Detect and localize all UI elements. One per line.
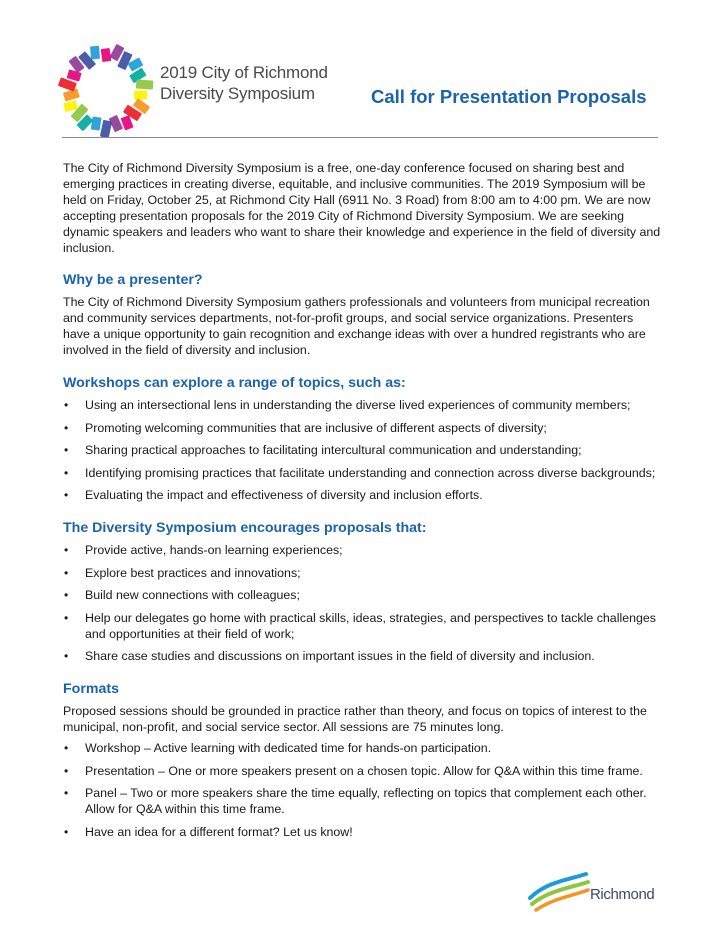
logo-line-1: 2019 City of Richmond xyxy=(160,63,328,82)
page-header xyxy=(0,0,720,140)
why-paragraph: The City of Richmond Diversity Symposium gathers professionals and volunteers from municipal recreation and community services departments, not-for-profit groups, and social service organizations. Presenters have a unique opportunity to gain recognition and exchange ideas with over a hundred registrants who are involved in the field of diversity and inclusion. xyxy=(63,295,650,357)
list-item: • Share case studies and discussions on important issues in the field of diversity and inclusion. xyxy=(63,648,663,664)
list-item: • Panel – Two or more speakers share the time equally, reflecting on topics that complement each other. Allow for Q&A within this time frame. xyxy=(63,785,663,817)
list-item: • Workshop – Active learning with dedicated time for hands-on participation. xyxy=(63,740,663,756)
richmond-logo-text: Richmond xyxy=(590,886,655,903)
list-item: • Have an idea for a different format? Let us know! xyxy=(63,824,663,840)
document-body xyxy=(63,160,663,840)
logo-ring-segment xyxy=(91,116,102,130)
list-item: • Identifying promising practices that facilitate understanding and connection across diverse backgrounds; xyxy=(63,465,663,481)
list-item: • Sharing practical approaches to facilitating intercultural communication and understanding; xyxy=(63,442,663,458)
logo-ring-segment xyxy=(90,46,100,60)
intro-paragraph: The City of Richmond Diversity Symposium is a free, one-day conference focused on sharing best and emerging practices in creating diverse, equitable, and inclusive communities. The 2019 Symposium will be held on Friday, October 25, at Richmond City Hall (6911 No. 3 Road) from 8:00 am to 4:00 pm. We are now accepting presentation proposals for the 2019 City of Richmond Diversity Symposium. We are seeking dynamic speakers and leaders who want to share their knowledge and experience in the field of diversity and inclusion. xyxy=(63,161,661,255)
list-item: • Promoting welcoming communities that are inclusive of different aspects of diversity; xyxy=(63,420,663,436)
list-item: • Provide active, hands-on learning experiences; xyxy=(63,542,663,558)
logo-ring-segment xyxy=(134,90,147,99)
logo-ring-segment xyxy=(100,120,112,138)
encourages-list xyxy=(63,542,663,664)
formats-list xyxy=(63,740,663,840)
logo-ring-segment xyxy=(101,48,112,62)
why-heading: Why be a presenter? xyxy=(63,272,203,288)
list-item: • Evaluating the impact and effectiveness of diversity and inclusion efforts. xyxy=(63,487,663,503)
formats-heading: Formats xyxy=(63,681,119,697)
list-item: • Explore best practices and innovations; xyxy=(63,565,663,581)
page-title: Call for Presentation Proposals xyxy=(371,86,647,107)
formats-paragraph: Proposed sessions should be grounded in practice rather than theory, and focus on topics of interest to the municipal, non-profit, and social service sector. All sessions are 75 minutes long. xyxy=(63,704,647,734)
header-divider xyxy=(62,137,658,138)
logo-ring-segment xyxy=(63,100,78,112)
richmond-swoosh-icon xyxy=(528,868,598,914)
symposium-logo-icon xyxy=(56,40,156,140)
workshops-list xyxy=(63,397,663,503)
symposium-logo-text xyxy=(160,62,328,104)
list-item: • Using an intersectional lens in understanding the diverse lived experiences of community members; xyxy=(63,397,663,413)
workshops-heading: Workshops can explore a range of topics, such as: xyxy=(63,375,406,391)
list-item: • Help our delegates go home with practical skills, ideas, strategies, and perspectives to tackle challenges and opportunities at their field of work; xyxy=(63,610,663,642)
encourages-heading: The Diversity Symposium encourages proposals that: xyxy=(63,520,427,536)
logo-ring-segment xyxy=(136,79,154,89)
list-item: • Build new connections with colleagues; xyxy=(63,587,663,603)
list-item: • Presentation – One or more speakers present on a chosen topic. Allow for Q&A within this time frame. xyxy=(63,763,663,779)
logo-line-2: Diversity Symposium xyxy=(160,84,315,103)
